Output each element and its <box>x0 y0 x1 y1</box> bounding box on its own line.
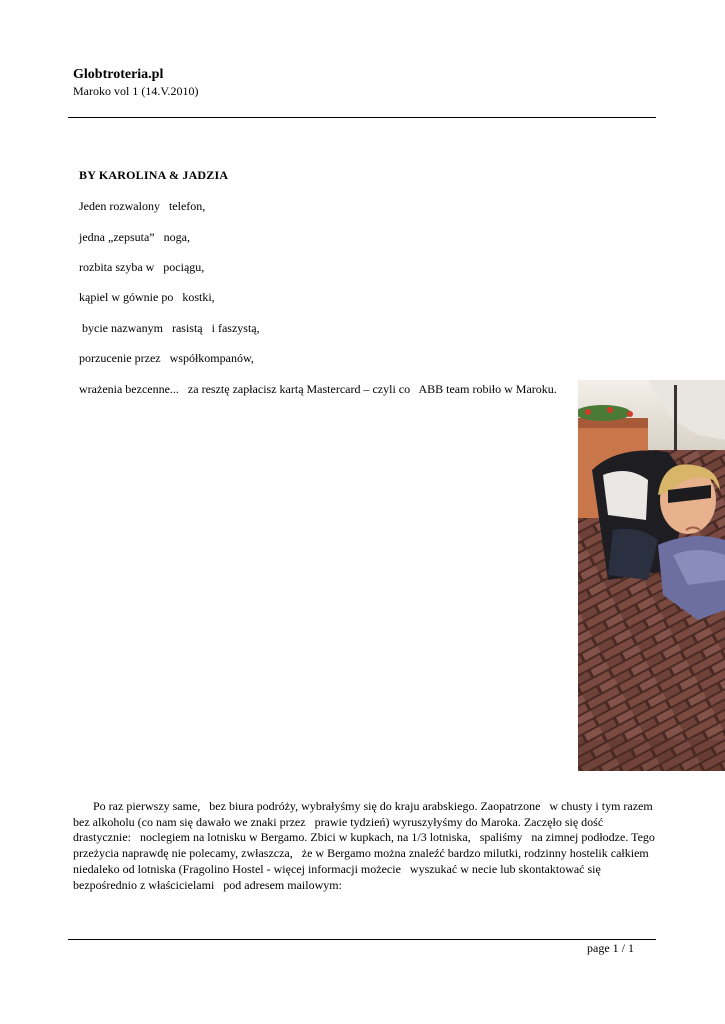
intro-line: wrażenia bezcenne... za resztę zapłacisz kartą Mastercard – czyli co ABB team robiło w Maroku. <box>79 382 557 396</box>
page-number: page 1 / 1 <box>587 941 634 955</box>
travel-photo <box>578 380 725 771</box>
intro-line: jedna „zepsuta” noga, <box>79 230 190 244</box>
article-byline: BY KAROLINA & JADZIA <box>79 168 229 182</box>
article-paragraph: Po raz pierwszy same, bez biura podróży, wybrałyśmy się do kraju arabskiego. Zaopatrzone w chusty i tym razem bez alkoholu (co nam się dawało we znaki przez prawie tydzień) wyruszyłyśmy do Maroka. Zaczęło się dość drastycznie: noclegiem na lotnisku w Bergamo. Zbici w kupkach, na 1/3 lotniska, spaliśmy na zimnej podłodze. Tego przeżycia naprawdę nie polecamy, zwłaszcza, że w Bergamo można znaleźć bardzo milutki, rodzinny hostelik całkiem niedaleko od lotniska (Fragolino Hostel - więcej informacji możecie wyszukać w necie lub skontaktować się bezpośrednio z właścicielami pod adresem mailowym: <box>73 799 658 892</box>
document-subtitle: Maroko vol 1 (14.V.2010) <box>73 84 199 98</box>
footer-divider <box>68 939 656 940</box>
intro-line: rozbita szyba w pociągu, <box>79 260 205 274</box>
intro-line: porzucenie przez współkompanów, <box>79 351 254 365</box>
intro-line: kąpiel w gównie po kostki, <box>79 290 215 304</box>
header-divider <box>68 117 656 118</box>
intro-line: bycie nazwanym rasistą i faszystą, <box>79 321 260 335</box>
site-title: Globtroteria.pl <box>73 67 164 82</box>
intro-line: Jeden rozwalony telefon, <box>79 199 206 213</box>
